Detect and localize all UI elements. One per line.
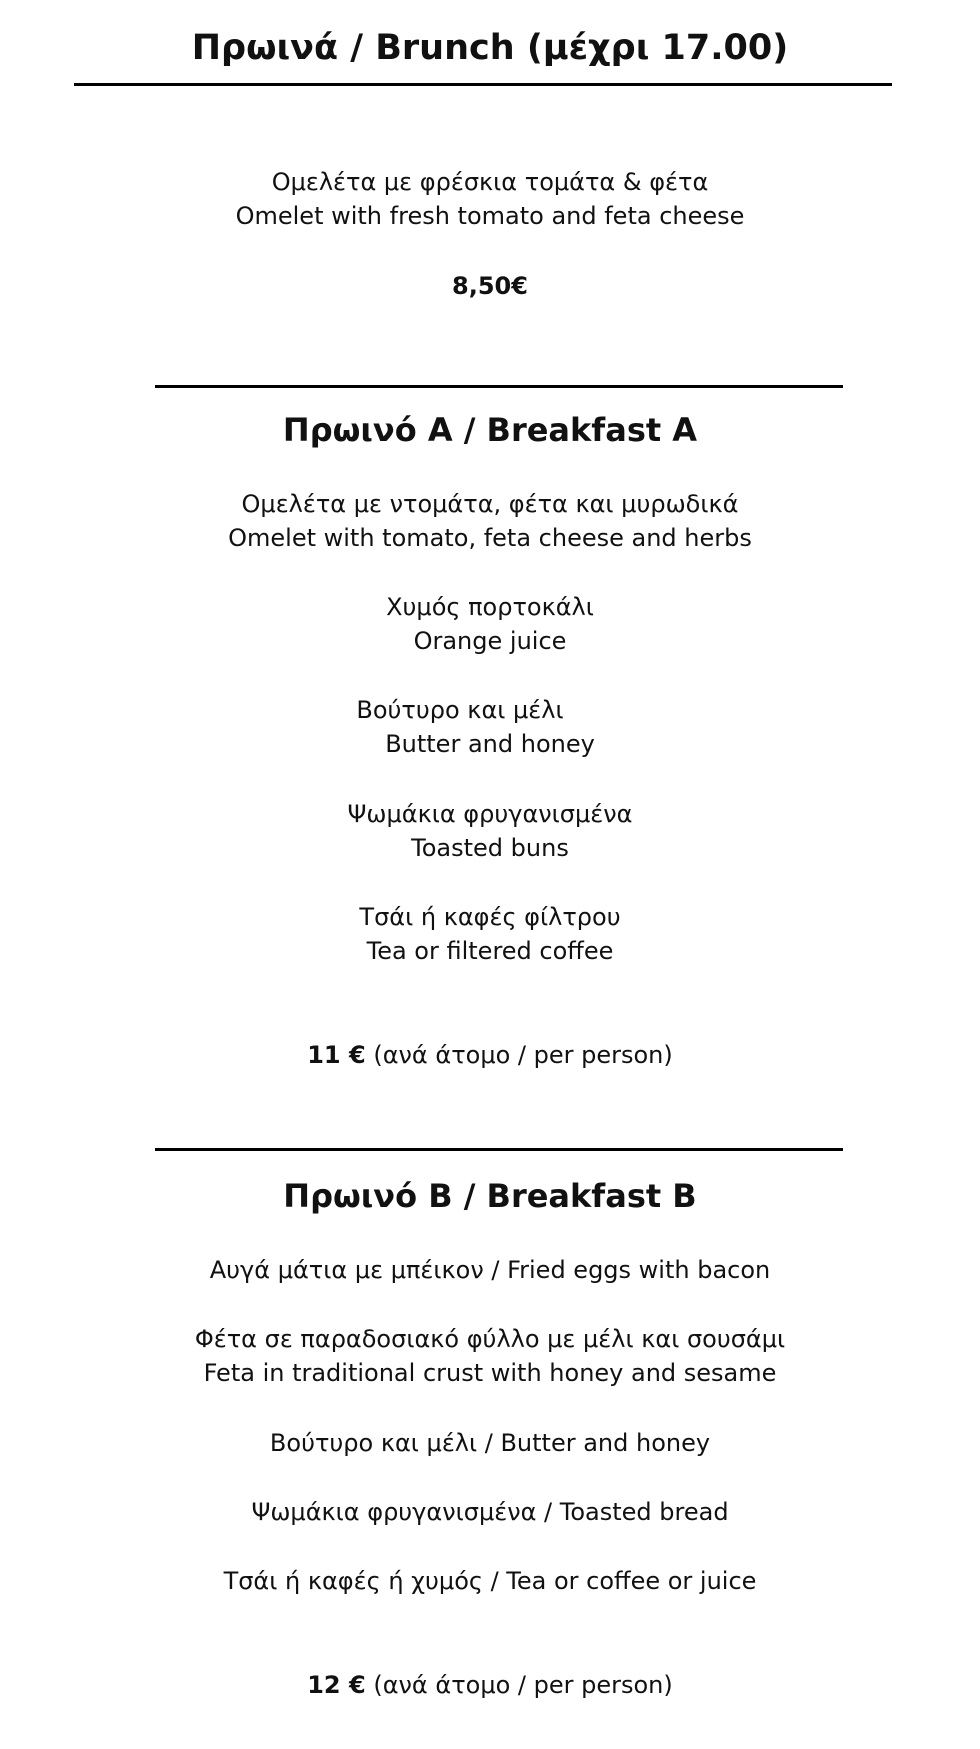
breakfast-a-item-1-en: Omelet with tomato, feta cheese and herbs — [228, 524, 752, 552]
title-divider — [74, 83, 892, 86]
breakfast-a-item-2-en: Orange juice — [413, 627, 567, 655]
breakfast-a-title: Πρωινό A / Breakfast A — [282, 411, 698, 449]
breakfast-b-item-3: Βούτυρο και μέλι / Butter and honey — [269, 1429, 711, 1457]
section-divider-b — [155, 1148, 843, 1151]
breakfast-b-item-2-en: Feta in traditional crust with honey and sesame — [203, 1359, 777, 1387]
breakfast-b-item-4: Ψωμάκια φρυγανισμένα / Toasted bread — [251, 1498, 729, 1526]
breakfast-a-item-2-gr: Χυμός πορτοκάλι — [386, 593, 594, 621]
brunch-price-amount: 8,50€ — [452, 272, 528, 300]
brunch-item-gr: Ομελέτα με φρέσκια τομάτα & φέτα — [271, 168, 709, 196]
breakfast-a-price-amount: 11 € — [307, 1041, 366, 1069]
breakfast-a-item-3-gr: Βούτυρο και μέλι — [356, 696, 564, 724]
breakfast-a-item-5-en: Tea or filtered coffee — [366, 937, 614, 965]
breakfast-b-price-amount: 12 € — [307, 1671, 366, 1699]
breakfast-a-price-note: (ανά άτομο / per person) — [373, 1041, 673, 1069]
breakfast-b-item-1: Αυγά μάτια με μπέικον / Fried eggs with bacon — [209, 1256, 771, 1284]
breakfast-b-item-5: Τσάι ή καφές ή χυμός / Tea or coffee or juice — [223, 1567, 757, 1595]
breakfast-b-price-note: (ανά άτομο / per person) — [373, 1671, 673, 1699]
breakfast-a-item-5-gr: Τσάι ή καφές φίλτρου — [359, 903, 621, 931]
breakfast-b-title: Πρωινό B / Breakfast B — [283, 1177, 697, 1215]
brunch-price — [0, 269, 980, 303]
page-title: Πρωινά / Brunch (μέχρι 17.00) — [191, 28, 789, 68]
breakfast-a-item-1-gr: Ομελέτα με ντομάτα, φέτα και μυρωδικά — [241, 490, 739, 518]
breakfast-a-item-3-en: Butter and honey — [385, 730, 595, 758]
breakfast-a-item-4-gr: Ψωμάκια φρυγανισμένα — [347, 800, 633, 828]
breakfast-a-price — [0, 1038, 980, 1072]
brunch-item-en: Omelet with fresh tomato and feta cheese — [235, 202, 745, 230]
breakfast-a-item-4-en: Toasted buns — [411, 834, 569, 862]
section-divider-a — [155, 385, 843, 388]
breakfast-b-price — [0, 1668, 980, 1702]
breakfast-b-item-2-gr: Φέτα σε παραδοσιακό φύλλο με μέλι και σουσάμι — [194, 1325, 786, 1353]
